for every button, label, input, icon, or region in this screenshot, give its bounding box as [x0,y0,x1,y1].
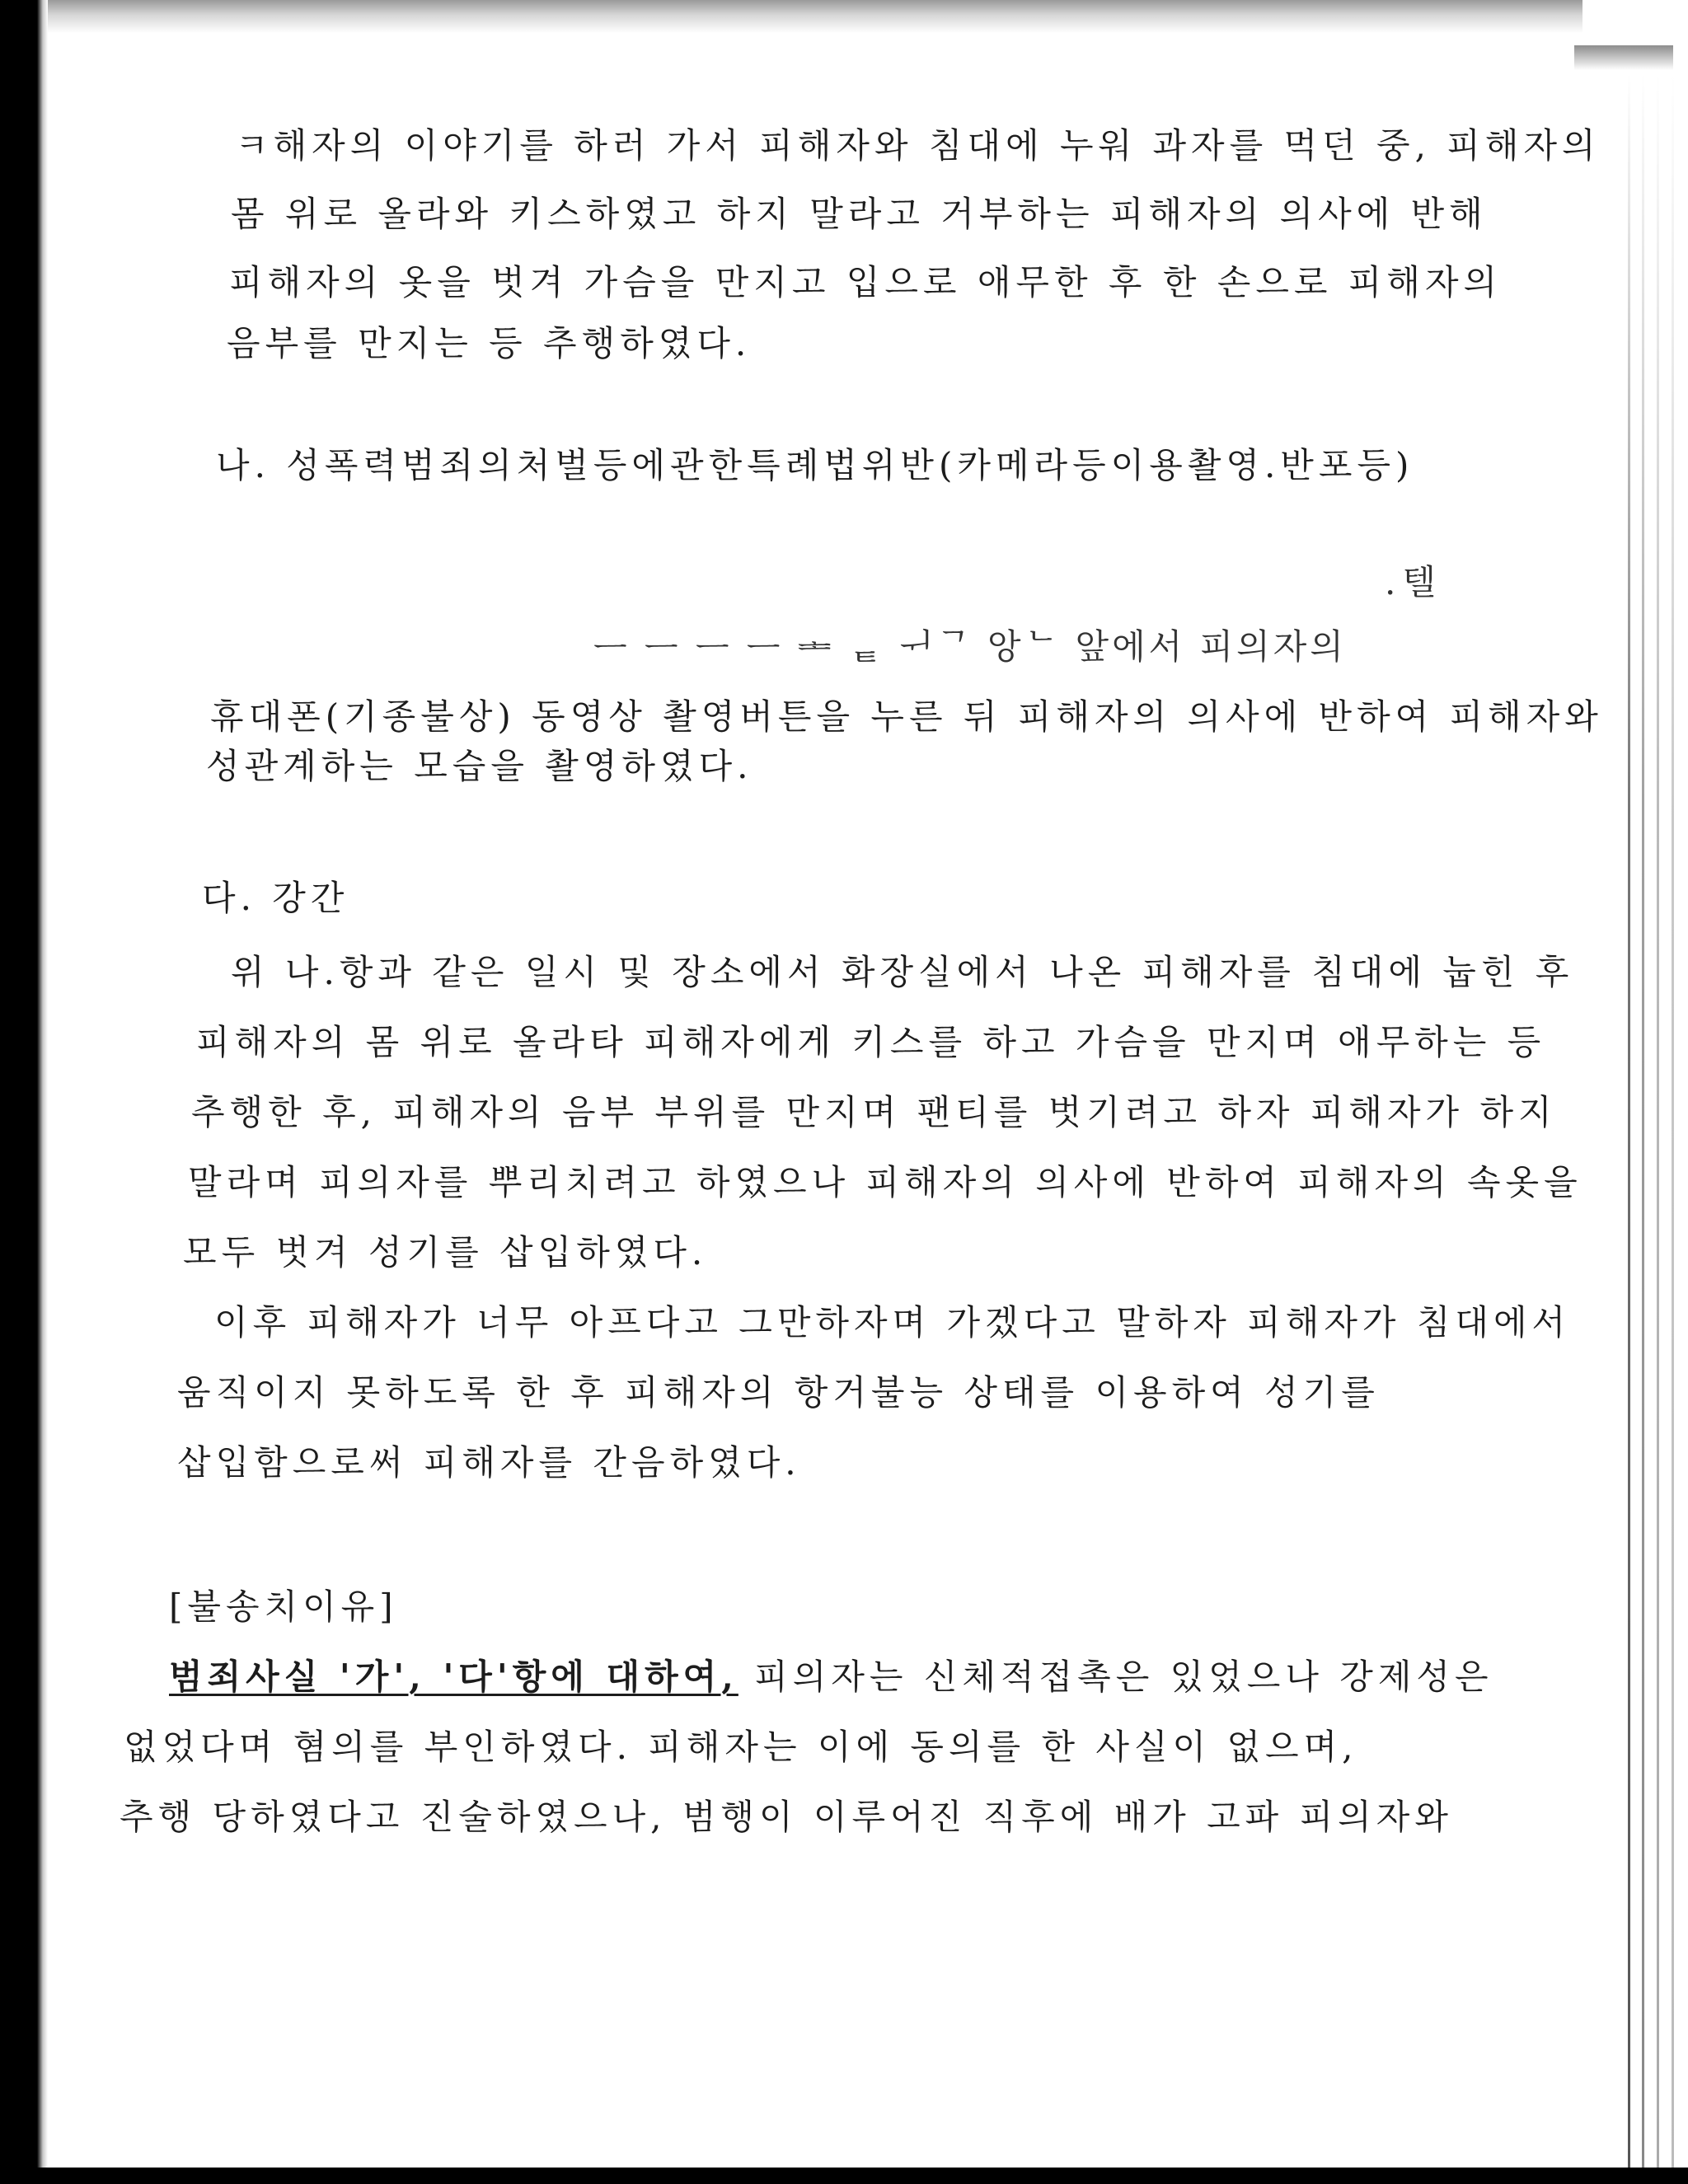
text-line: 이후 피해자가 너무 아프다고 그만하자며 가겠다고 말하자 피해자가 침대에서 [214,1302,1571,1343]
text-line: 움직이지 못하도록 한 후 피해자의 항거불능 상태를 이용하여 성기를 [177,1372,1380,1413]
page-edge-line [1628,74,1630,2168]
scan-border-left [0,0,48,2184]
text-fragment: ᅳ ᅳ ᅳ ᅳ ᆂ ᇀ ᅱᄀ 앙ᄂ 앞에서 피의자의 [593,626,1347,667]
text-line: 몸 위로 올라와 키스하였고 하지 말라고 거부하는 피해자의 의사에 반해 [231,194,1488,234]
scan-shadow-top-right [1574,45,1673,70]
text-line: 없었다며 혐의를 부인하였다. 피해자는 이에 동의를 한 사실이 없으며, [124,1727,1358,1767]
text-line: 추행 당하였다고 진술하였으나, 범행이 이루어진 직후에 배가 고파 피의자와 [120,1797,1453,1837]
text-fragment: .텔 [1385,562,1442,602]
text-span: 피의자는 신체적접촉은 있었으나 강제성은 [738,1657,1493,1697]
text-line: 추행한 후, 피해자의 음부 부위를 만지며 팬티를 벗기려고 하자 피해자가 하지 [191,1092,1557,1132]
text-line: 피해자의 몸 위로 올라타 피해자에게 키스를 하고 가슴을 만지며 애무하는 등 [196,1022,1546,1062]
page-edge-line [1657,74,1659,2168]
highlighted-phrase: 범죄사실 '가', '다'항에 대하여, [169,1657,738,1697]
section-heading: 다. 강간 [202,878,349,918]
text-line: 휴대폰(기종불상) 동영상 촬영버튼을 누른 뒤 피해자의 의사에 반하여 피해자와 [210,696,1603,737]
page-edge-line [1642,74,1644,2168]
text-line: 피해자의 옷을 벗겨 가슴을 만지고 입으로 애무한 후 한 손으로 피해자의 [229,262,1503,302]
text-line: 삽입함으로써 피해자를 간음하였다. [177,1442,801,1483]
redacted-area [247,515,1566,639]
text-line: 음부를 만지는 등 추행하였다. [227,323,752,363]
page-edge-line [1672,74,1674,2168]
text-line: 성관계하는 모습을 촬영하였다. [206,746,753,786]
section-heading: 나. 성폭력범죄의처벌등에관한특례법위반(카메라등이용촬영.반포등) [216,445,1414,485]
text-line: 위 나.항과 같은 일시 및 장소에서 화장실에서 나온 피해자를 침대에 눕힌 후 [231,952,1574,992]
text-line [169,1657,1493,1698]
text-line: ㅋ해자의 이야기를 하러 가서 피해자와 침대에 누워 과자를 먹던 중, 피해자의 [235,125,1601,166]
scan-shadow-top [33,0,1582,33]
section-heading: [불송치이유] [169,1586,398,1627]
text-line: 말라며 피의자를 뿌리치려고 하였으나 피해자의 의사에 반하여 피해자의 속옷을 [188,1162,1582,1202]
scan-border-bottom [0,2168,1688,2184]
text-line: 모두 벗겨 성기를 삽입하였다. [183,1232,708,1272]
